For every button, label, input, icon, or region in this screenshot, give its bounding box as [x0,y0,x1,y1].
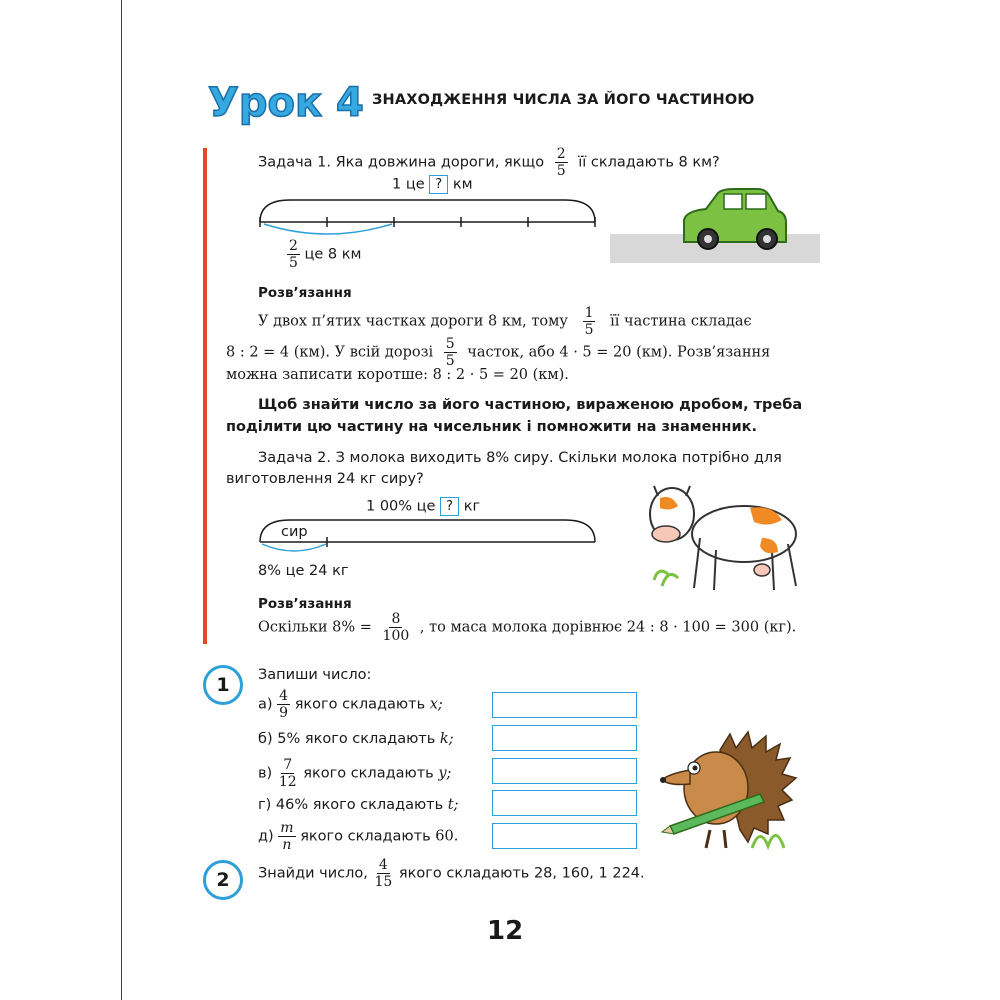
solution1-line3: можна записати коротше: 8 : 2 · 5 = 20 (км). [226,367,569,383]
exercise2-line: Знайди число, $\frac{4}{15}$ якого складають 28, 160, 1 224. [258,857,645,890]
task1-bottom-label: $\frac{2}{5}$ це 8 км [289,238,362,271]
solution1-heading: Розв’язання [258,285,352,301]
answer-input-c[interactable] [492,758,637,784]
hedgehog-illustration [660,730,800,860]
task1-suffix: її складають 8 км? [578,154,720,171]
answer-input-d[interactable] [492,790,637,816]
exercise1-item-e: д) $\frac{m}{n}$ якого складають 60. [258,820,459,853]
solution1-line1: У двох п’ятих частках дороги 8 км, тому $\frac{1}{5}$ її частина складає [258,305,752,338]
exercise1-prompt: Запиши число: [258,667,372,683]
unknown-box: ? [440,497,459,516]
car-illustration [610,185,820,263]
exercise1-item-a: а) $\frac{4}{9}$ якого складають x; [258,688,443,721]
task1-fraction: $\frac{2}{5}$ [556,146,566,179]
unknown-box: ? [429,175,448,194]
task2-line2: виготовлення 24 кг сиру? [226,471,424,487]
task1-prefix: Задача 1. Яка довжина дороги, якщо [258,154,545,171]
solution2-heading: Розв’язання [258,596,352,612]
exercise1-item-b: б) 5% якого складають k; [258,731,454,747]
cheese-segment-label: сир [281,524,308,540]
lesson-badge [204,74,364,126]
exercise1-item-d: г) 46% якого складають t; [258,797,459,813]
solution1-fraction-5-5: $\frac{5}{5}$ [445,336,455,369]
theory-side-bar [203,148,207,644]
solution2-line: Оскільки 8% = $\frac{8}{100}$ , то маса молока дорівнює 24 : 8 · 100 = 300 (кг). [258,611,797,644]
answer-input-a[interactable] [492,692,637,718]
answer-input-e[interactable] [492,823,637,849]
rule-line2: поділити цю частину на чисельник і помножити на знаменник. [226,419,757,435]
exercise1-item-c: в) $\frac{7}{12}$ якого складають y; [258,757,452,790]
solution1-line2: 8 : 2 = 4 (км). У всій дорозі $\frac{5}{5}$ часток, або 4 · 5 = 20 (км). Розв’язання [226,336,771,369]
task1-top-label: 1 це ? км [392,176,473,193]
task2-top-label: 1 00% це ? кг [366,498,481,515]
page-number: 12 [487,916,524,946]
cow-illustration [632,476,810,600]
solution2-fraction: $\frac{8}{100}$ [382,611,410,644]
rule-line1: Щоб знайти число за його частиною, вираженою дробом, треба [258,397,803,413]
exercise-number-2: 2 [203,860,243,900]
exercise2-fraction: $\frac{4}{15}$ [374,857,393,890]
item-a-fraction: $\frac{4}{9}$ [279,688,289,721]
item-c-fraction: $\frac{7}{12}$ [278,757,297,790]
task1-bottom-fraction: $\frac{2}{5}$ [289,238,298,271]
page-gutter-line [121,0,122,1000]
item-e-fraction: $\frac{m}{n}$ [280,820,294,853]
answer-input-b[interactable] [492,725,637,751]
page-title: ЗНАХОДЖЕННЯ ЧИСЛА ЗА ЙОГО ЧАСТИНОЮ [372,92,755,108]
task2-line1: Задача 2. З молока виходить 8% сиру. Скільки молока потрібно для [258,450,782,466]
solution1-fraction-1-5: $\frac{1}{5}$ [584,305,594,338]
exercise-number-1: 1 [203,665,243,705]
task1-statement [258,146,720,179]
task2-bottom-label: 8% це 24 кг [258,563,349,579]
lesson-label: Урок 4 [208,80,364,126]
